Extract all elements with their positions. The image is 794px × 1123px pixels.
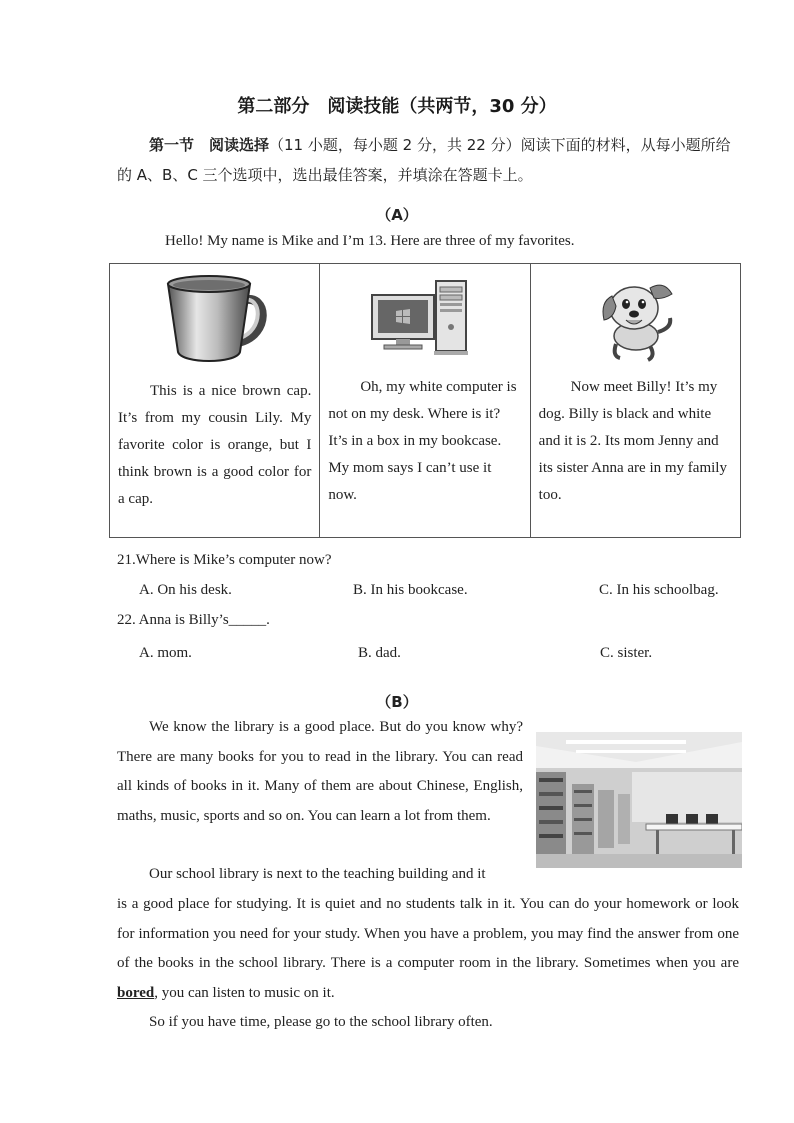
passage-b-paragraph-3: So if you have time, please go to the school library often.	[149, 1014, 493, 1030]
dog-icon	[590, 274, 680, 364]
question-21-option-c[interactable]: C. In his schoolbag.	[599, 582, 719, 598]
question-21-option-b[interactable]: B. In his bookcase.	[353, 582, 468, 598]
underlined-word: bored	[117, 984, 155, 1001]
passage-a-intro: Hello! My name is Mike and I’m 13. Here are three of my favorites.	[165, 233, 575, 249]
passage-b-paragraph-2	[117, 890, 739, 1008]
library-photo	[536, 732, 742, 868]
favorite-cell-computer	[320, 264, 530, 538]
computer-icon	[370, 279, 480, 359]
favorites-table	[109, 263, 741, 538]
question-22: 22. Anna is Billy’s_____.	[117, 612, 270, 628]
instructions	[117, 130, 739, 190]
question-22-option-c[interactable]: C. sister.	[600, 645, 653, 661]
page-title: 第二部分 阅读技能（共两节，30 分）	[237, 96, 557, 117]
computer-text: Oh, my white computer is not on my desk. Where is it? It’s in a box in my bookcase. My mom says I can’t use it now.	[328, 379, 517, 503]
question-21-option-a[interactable]: A. On his desk.	[139, 582, 232, 598]
section-label: 第一节 阅读选择	[149, 136, 270, 154]
question-22-option-a[interactable]: A. mom.	[139, 645, 192, 661]
passage-b-paragraph-2-text: is a good place for studying. It is quiet and no students talk in it. You can do your homework or look for information you need for your study. When you have a problem, you may find the answer from one of the books in the school library. There is a computer room in the library. Sometimes when you are	[117, 896, 739, 971]
instructions-text: （11 小题，每小题 2 分，共 22 分）阅读下面的材料，从每小题所给的 A、B、C 三个选项中，选出最佳答案，并填涂在答题卡上。	[117, 136, 731, 184]
question-21: 21.Where is Mike’s computer now?	[117, 552, 332, 568]
favorite-cell-cup	[110, 264, 320, 538]
question-22-option-b[interactable]: B. dad.	[358, 645, 401, 661]
passage-b-paragraph-2-start: Our school library is next to the teaching building and it	[149, 866, 486, 882]
passage-b-paragraph-1: We know the library is a good place. But do you know why? There are many books for you to read in the library. You can read all kinds of books in it. Many of them are about Chinese, English, maths, music, sports and so on. You can learn a lot from them.	[117, 719, 523, 824]
favorite-cell-dog	[530, 264, 740, 538]
dog-text: Now meet Billy! It’s my dog. Billy is black and white and it is 2. Its mom Jenny and its sister Anna are in my family too.	[538, 379, 727, 503]
passage-b-label: （B）	[376, 693, 418, 711]
cup-text: This is a nice brown cap. It’s from my cousin Lily. My favorite color is orange, but I think brown is a good color for a cap.	[118, 383, 312, 507]
passage-a-label: （A）	[376, 206, 418, 224]
passage-b-paragraph-2-end: , you can listen to music on it.	[154, 984, 335, 1001]
cup-icon	[160, 272, 270, 367]
